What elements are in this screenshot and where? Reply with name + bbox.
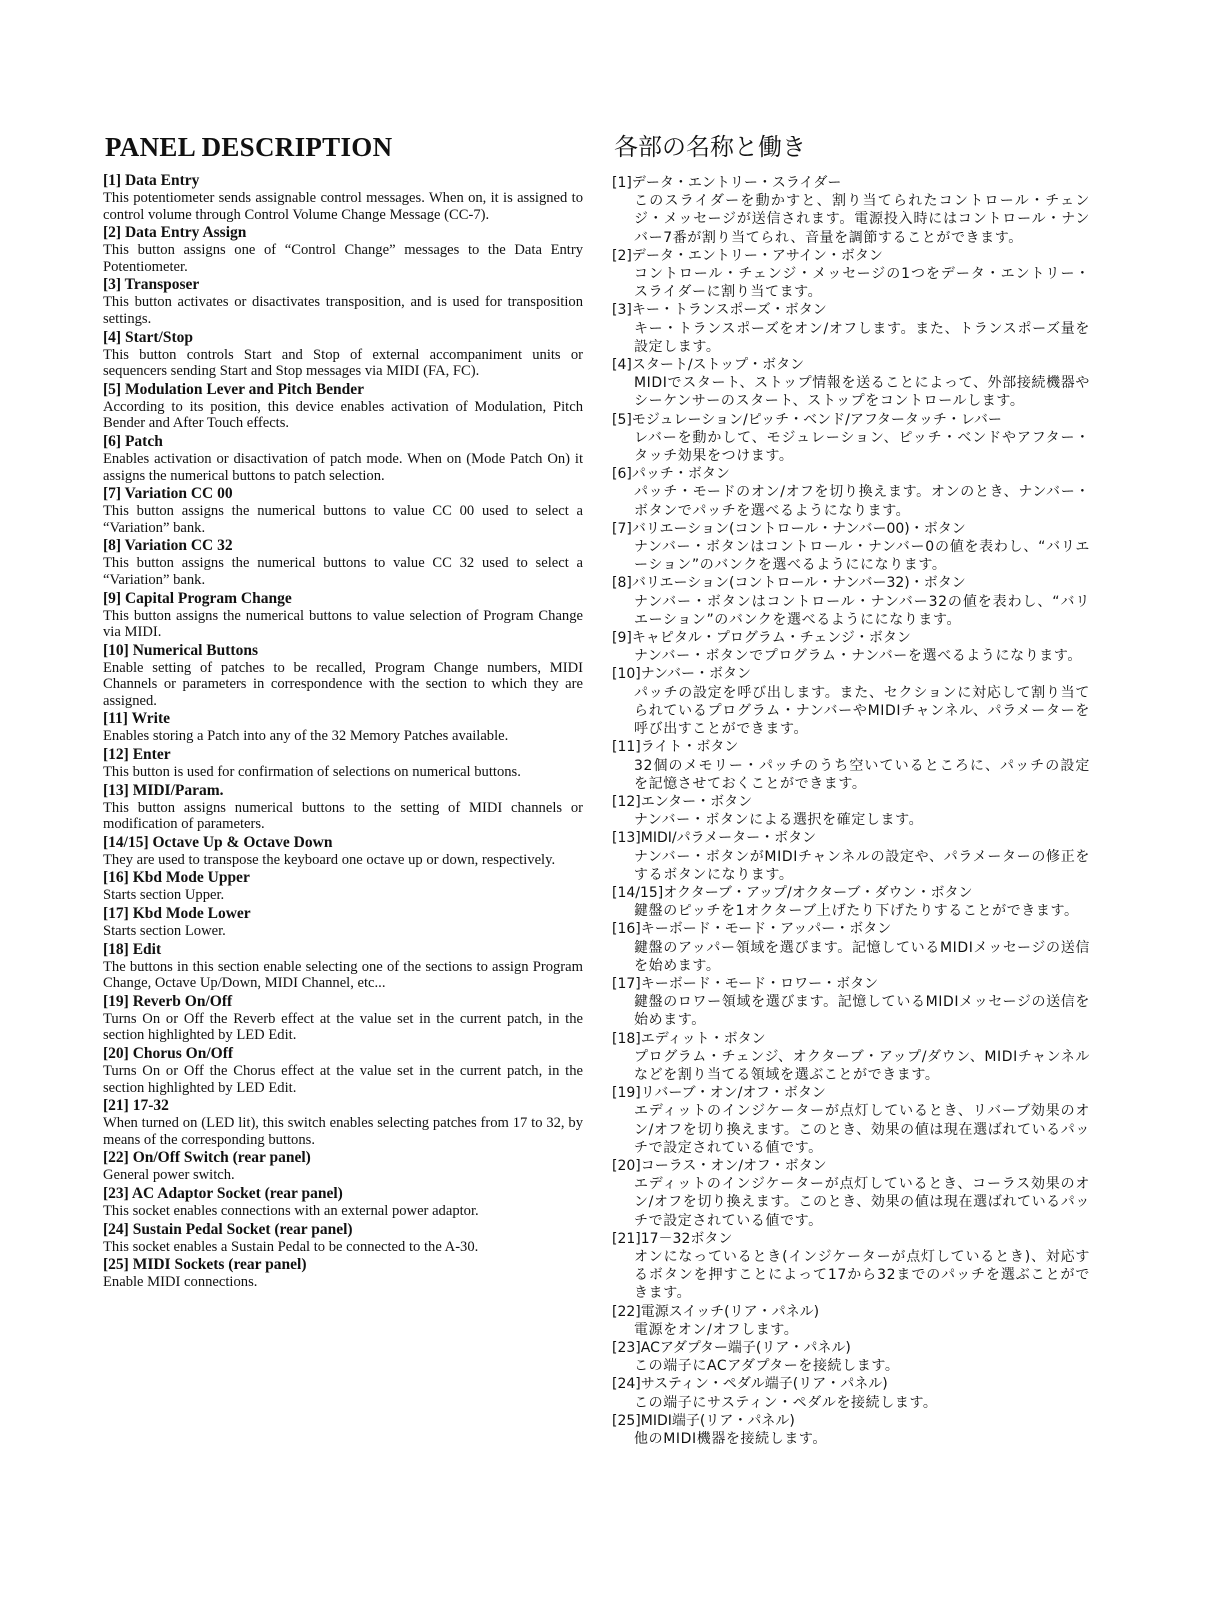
entry-body: When turned on (LED lit), this switch enables selecting patches from 17 to 32, by means of the corresponding buttons. — [103, 1115, 583, 1148]
entry-body: ナンバー・ボタンはコントロール・ナンバー0の値を表わし、“バリエーション”のバンクを選べるようにになります。 — [634, 539, 1090, 574]
entry-heading: [1]データ・エントリー・スライダー — [612, 175, 842, 191]
entry-heading: [3] Transposer — [103, 276, 200, 294]
entry-heading: [22] On/Off Switch (rear panel) — [103, 1149, 311, 1167]
english-entry — [103, 1185, 583, 1220]
japanese-entry — [612, 884, 1090, 920]
entry-heading: [8]バリエーション(コントロール・ナンバー32)・ボタン — [612, 575, 966, 592]
english-entry — [103, 993, 583, 1044]
entry-body: According to its position, this device enables activation of Modulation, Pitch Bender and After Touch effects. — [103, 398, 583, 432]
entry-body: The buttons in this section enable selecting one of the sections to assign Program Change, Octave Up/Down, MIDI Channel, etc... — [103, 958, 583, 992]
english-entry — [103, 869, 583, 904]
english-entry — [103, 834, 583, 869]
entry-heading: [6]パッチ・ボタン — [612, 466, 730, 483]
entry-heading: [11] Write — [103, 710, 171, 728]
japanese-entry — [612, 975, 1090, 1030]
japanese-entry — [612, 574, 1090, 629]
entry-body: This button assigns numerical buttons to the setting of MIDI channels or modification of parameters. — [103, 799, 583, 833]
entry-body: This button assigns the numerical buttons to value selection of Program Change via MIDI. — [103, 607, 583, 641]
entry-body: Turns On or Off the Reverb effect at the value set in the current patch, in the section highlighted by LED Edit. — [103, 1010, 583, 1044]
japanese-entry — [612, 1412, 1090, 1448]
entry-heading: [20] Chorus On/Off — [103, 1045, 234, 1062]
entry-heading: [10] Numerical Buttons — [103, 641, 258, 659]
entry-heading: [1] Data Entry — [103, 172, 200, 189]
entry-body: This button assigns the numerical buttons to value CC 32 used to select a “Variation” bank. — [103, 555, 583, 588]
entry-heading: [9] Capital Program Change — [103, 589, 292, 607]
entry-body: オンになっているとき(インジケーターが点灯しているとき)、対応するボタンを押すことによって17から32までのパッチを選ぶことができます。 — [634, 1248, 1090, 1302]
english-entry — [103, 1045, 583, 1096]
japanese-entry — [612, 1157, 1090, 1230]
entry-heading: [20]コーラス・オン/オフ・ボタン — [612, 1157, 827, 1174]
japanese-entry — [612, 465, 1090, 520]
entry-body: This button assigns one of “Control Change” messages to the Data Entry Potentiometer. — [103, 242, 583, 275]
entry-heading: [24] Sustain Pedal Socket (rear panel) — [103, 1220, 353, 1238]
japanese-entry — [612, 174, 1090, 247]
entry-heading: [19] Reverb On/Off — [103, 992, 233, 1010]
entry-heading: [7] Variation CC 00 — [103, 485, 233, 503]
english-entry — [103, 590, 583, 641]
entry-heading: [7]バリエーション(コントロール・ナンバー00)・ボタン — [612, 520, 966, 537]
japanese-column — [612, 130, 1090, 1448]
entry-heading: [22]電源スイッチ(リア・パネル) — [612, 1303, 820, 1320]
entry-body: MIDIでスタート、ストップ情報を送ることによって、外部接続機器やシーケンサーのスタート、ストップをコントロールします。 — [634, 375, 1090, 410]
entry-heading: [13]MIDI/パラメーター・ボタン — [612, 830, 817, 847]
entry-heading: [24]サスティン・ペダル端子(リア・パネル) — [612, 1376, 888, 1393]
entry-body: This button activates or disactivates transposition, and is used for transposition settings. — [103, 294, 583, 327]
english-title: PANEL DESCRIPTION — [105, 132, 393, 162]
english-entry — [103, 172, 583, 223]
japanese-entry — [612, 411, 1090, 466]
entry-body: 鍵盤のピッチを1オクターブ上げたり下げたりすることができます。 — [634, 903, 1079, 920]
entry-heading: [4]スタート/ストップ・ボタン — [612, 357, 805, 374]
entry-body: ナンバー・ボタンがMIDIチャンネルの設定や、パラメーターの修正をするボタンになります。 — [634, 848, 1090, 883]
japanese-entry — [612, 665, 1090, 738]
japanese-entry — [612, 1375, 1090, 1411]
entry-body: この端子にサスティン・ペダルを接続します。 — [634, 1394, 938, 1411]
entry-body: このスライダーを動かすと、割り当てられたコントロール・チェンジ・メッセージが送信されます。電源投入時にはコントロール・ナンバー7番が割り当てられ、音量を調節することができます。 — [634, 193, 1090, 246]
entry-heading: [11]ライト・ボタン — [612, 739, 739, 756]
english-entry — [103, 381, 583, 432]
japanese-entry — [612, 356, 1090, 411]
english-entry — [103, 782, 583, 833]
entry-body: この端子にACアダプターを接続します。 — [634, 1358, 900, 1375]
entry-heading: [5] Modulation Lever and Pitch Bender — [103, 380, 365, 398]
entry-heading: [21]17－32ボタン — [612, 1230, 733, 1247]
entry-heading: [19]リバーブ・オン/オフ・ボタン — [612, 1085, 826, 1102]
entry-heading: [13] MIDI/Param. — [103, 781, 224, 799]
entry-body: ナンバー・ボタンによる選択を確定します。 — [634, 812, 924, 829]
english-entry — [103, 746, 583, 781]
entry-body: ナンバー・ボタンでプログラム・ナンバーを選べるようになります。 — [634, 648, 1082, 665]
japanese-entry — [612, 738, 1090, 793]
english-entry — [103, 1097, 583, 1148]
entry-heading: [25] MIDI Sockets (rear panel) — [103, 1256, 307, 1274]
english-entry — [103, 710, 583, 745]
entry-heading: [16]キーボード・モード・アッパー・ボタン — [612, 921, 892, 938]
entry-body: Enable MIDI connections. — [103, 1274, 258, 1291]
entry-body: Enables storing a Patch into any of the 32 Memory Patches available. — [103, 728, 509, 745]
english-entry — [103, 1256, 583, 1291]
japanese-entry — [612, 1230, 1090, 1303]
entry-heading: [10]ナンバー・ボタン — [612, 666, 752, 683]
english-entry — [103, 433, 583, 484]
entry-body: Enables activation or disactivation of patch mode. When on (Mode Patch On) it assigns the numerical buttons to patch selection. — [103, 450, 583, 484]
entry-heading: [2] Data Entry Assign — [103, 224, 247, 242]
english-entry — [103, 905, 583, 940]
japanese-entry — [612, 520, 1090, 575]
entry-heading: [6] Patch — [103, 432, 163, 450]
entry-body: This button is used for confirmation of selections on numerical buttons. — [103, 764, 521, 781]
entry-body: General power switch. — [103, 1167, 235, 1184]
entry-body: 他のMIDI機器を接続します。 — [634, 1431, 827, 1448]
entry-body: 鍵盤のロワー領域を選びます。記憶しているMIDIメッセージの送信を始めます。 — [634, 994, 1090, 1029]
entry-body: コントロール・チェンジ・メッセージの1つをデータ・エントリー・スライダーに割り当てます。 — [634, 266, 1090, 301]
entry-body: パッチ・モードのオン/オフを切り換えます。オンのとき、ナンバー・ボタンでパッチを選べるようになります。 — [634, 484, 1090, 519]
entry-body: エディットのインジケーターが点灯しているとき、リバーブ効果のオン/オフを切り換えます。このとき、効果の値は現在選ばれているパッチで設定されている値です。 — [634, 1103, 1090, 1156]
entry-heading: [18] Edit — [103, 940, 162, 958]
english-column — [103, 130, 583, 1292]
japanese-entry — [612, 920, 1090, 975]
entry-heading: [21] 17-32 — [103, 1097, 169, 1115]
entry-heading: [2]データ・エントリー・アサイン・ボタン — [612, 247, 883, 264]
japanese-entry — [612, 793, 1090, 829]
entry-body: Turns On or Off the Chorus effect at the value set in the current patch, in the section highlighted by LED Edit. — [103, 1063, 583, 1096]
entry-heading: [17]キーボード・モード・ロワー・ボタン — [612, 975, 879, 992]
entry-body: 32個のメモリー・パッチのうち空いているところに、パッチの設定を記憶させておくことができます。 — [634, 757, 1090, 792]
entry-body: Enable setting of patches to be recalled, Program Change numbers, MIDI Channels or parameters in correspondence with the section to which they are assigned. — [103, 659, 583, 709]
japanese-title: 各部の名称と働き — [614, 133, 806, 161]
entry-heading: [18]エディット・ボタン — [612, 1030, 766, 1047]
japanese-entry — [612, 1339, 1090, 1375]
japanese-entry — [612, 247, 1090, 302]
english-entry — [103, 537, 583, 588]
english-entry — [103, 941, 583, 992]
entry-body: This button controls Start and Stop of external accompaniment units or sequencers sending Start and Stop messages via MIDI (FA, FC). — [103, 346, 583, 380]
entry-body: パッチの設定を呼び出します。また、セクションに対応して割り当てられているプログラム・ナンバーやMIDIチャンネル、パラメーターを呼び出すことができます。 — [634, 684, 1090, 738]
entry-body: プログラム・チェンジ、オクターブ・アップ/ダウン、MIDIチャンネルなどを割り当てる領域を選ぶことができます。 — [634, 1048, 1091, 1083]
entry-heading: [23]ACアダプター端子(リア・パネル) — [612, 1340, 851, 1356]
japanese-entry — [612, 1303, 1090, 1339]
entry-heading: [3]キー・トランスポーズ・ボタン — [612, 302, 827, 319]
entry-heading: [5]モジュレーション/ピッチ・ベンド/アフタータッチ・レバー — [612, 411, 1002, 428]
entry-heading: [4] Start/Stop — [103, 328, 193, 346]
japanese-entry — [612, 829, 1090, 884]
english-entry — [103, 329, 583, 380]
entry-body: レバーを動かして、モジュレーション、ピッチ・ベンドやアフター・タッチ効果をつけます。 — [634, 429, 1090, 465]
japanese-entry — [612, 1030, 1090, 1085]
english-entry — [103, 276, 583, 327]
entry-body: 鍵盤のアッパー領域を選びます。記憶しているMIDIメッセージの送信を始めます。 — [634, 939, 1090, 974]
entry-heading: [14/15] Octave Up & Octave Down — [103, 833, 333, 851]
entry-heading: [12]エンター・ボタン — [612, 793, 753, 810]
entry-heading: [23] AC Adaptor Socket (rear panel) — [103, 1184, 343, 1202]
english-entry — [103, 1149, 583, 1184]
japanese-entry — [612, 629, 1090, 665]
english-entry — [103, 1221, 583, 1256]
english-entry — [103, 642, 583, 710]
entry-heading: [9]キャピタル・プログラム・チェンジ・ボタン — [612, 630, 911, 647]
entry-body: This potentiometer sends assignable control messages. When on, it is assigned to control volume through Control Volume Change Message (CC-7). — [103, 190, 583, 223]
entry-body: This socket enables connections with an external power adaptor. — [103, 1202, 479, 1219]
entry-body: キー・トランスポーズをオン/オフします。また、トランスポーズ量を設定します。 — [634, 320, 1090, 355]
entry-body: This socket enables a Sustain Pedal to be connected to the A-30. — [103, 1238, 479, 1255]
entry-body: 電源をオン/オフします。 — [634, 1321, 799, 1338]
japanese-entry — [612, 1084, 1090, 1157]
japanese-entry — [612, 301, 1090, 356]
entry-heading: [8] Variation CC 32 — [103, 537, 233, 555]
english-entry-list — [103, 172, 583, 1291]
entry-body: Starts section Lower. — [103, 923, 226, 940]
entry-heading: [16] Kbd Mode Upper — [103, 869, 250, 887]
japanese-entry-list — [612, 174, 1090, 1448]
entry-body: エディットのインジケーターが点灯しているとき、コーラス効果のオン/オフを切り換えます。このとき、効果の値は現在選ばれているパッチで設定されている値です。 — [634, 1176, 1090, 1229]
entry-heading: [12] Enter — [103, 746, 171, 764]
entry-body: ナンバー・ボタンはコントロール・ナンバー32の値を表わし、“バリエーション”のバンクを選べるようにになります。 — [634, 593, 1090, 628]
entry-body: They are used to transpose the keyboard one octave up or down, respectively. — [103, 851, 556, 868]
entry-heading: [17] Kbd Mode Lower — [103, 905, 251, 923]
english-entry — [103, 224, 583, 275]
english-entry — [103, 485, 583, 536]
entry-body: Starts section Upper. — [103, 887, 225, 904]
entry-body: This button assigns the numerical buttons to value CC 00 used to select a “Variation” bank. — [103, 503, 583, 536]
entry-heading: [14/15]オクターブ・アップ/オクターブ・ダウン・ボタン — [612, 884, 973, 901]
entry-heading: [25]MIDI端子(リア・パネル) — [612, 1412, 795, 1429]
